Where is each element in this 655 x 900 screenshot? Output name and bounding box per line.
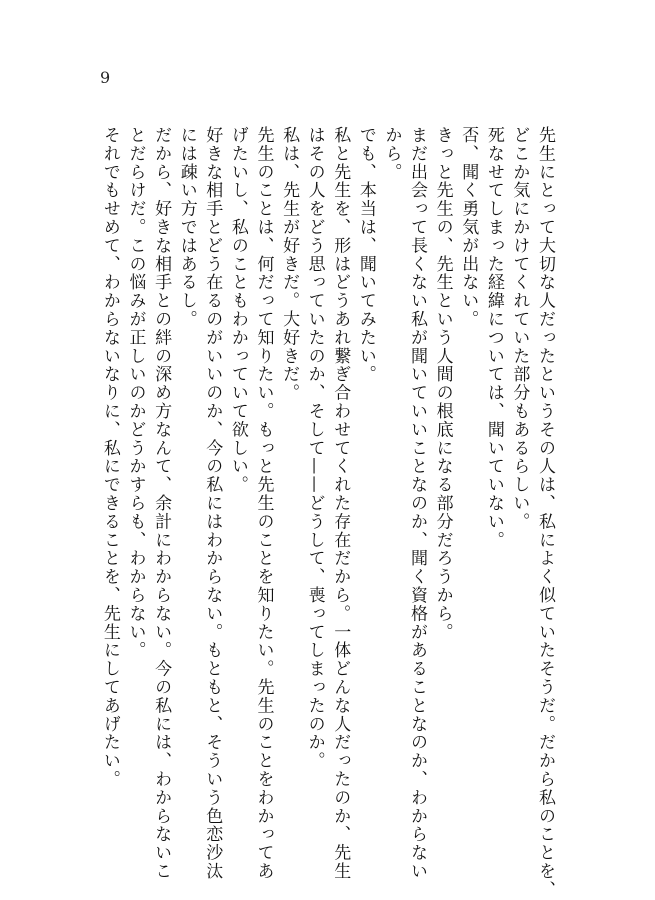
text-line: でも、本当は、聞いてみたい。 (355, 126, 376, 384)
text-line: 私は、先生が好きだ。大好きだ。 (279, 126, 300, 402)
text-line: から。 (381, 126, 402, 182)
page-number: 9 (100, 68, 111, 87)
text-line: とだらけだ。この悩みが正しいのかどうかすらも、わからない。 (125, 126, 146, 660)
text-line: はその人をどう思っていたのか、そして——どうして、喪ってしまったのか。 (304, 126, 325, 770)
text-line: 私と先生を、形はどうあれ繋ぎ合わせてくれた存在だから。一体どんな人だったのか、先生 (330, 126, 351, 881)
text-line: げたいし、私のこともわかっていて欲しい。 (227, 126, 248, 494)
text-line: 否、聞く勇気が出ない。 (458, 126, 479, 329)
text-line: きっと先生の、先生という人間の根底になる部分だろうから。 (432, 126, 453, 642)
text-line: どこか気にかけてくれていた部分もあるらしい。 (509, 126, 530, 531)
text-line: まだ出会って長くない私が聞いていいことなのか、聞く資格があることなのか、わからない (407, 126, 428, 881)
text-line: には疎い方ではあるし。 (176, 126, 197, 329)
vertical-text-body (97, 126, 557, 899)
text-line: 先生にとって大切な人だったというその人は、私によく似ていたそうだ。だから私のことを、 (535, 126, 555, 899)
text-line: だから、好きな相手との絆の深め方なんて、余計にわからない。今の私には、わからないこ (151, 126, 172, 881)
text-line: 死なせてしまった経緯については、聞いていない。 (483, 126, 504, 550)
text-line: それでもせめて、わからないなりに、私にできることを、先生にしてあげたい。 (99, 126, 120, 789)
text-line: 先生のことは、何だって知りたい。もっと先生のことを知りたい。先生のことをわかってあ (253, 126, 274, 881)
text-line: 好きな相手とどう在るのがいいのか、今の私にはわからない。もともと、そういう色恋沙汰 (202, 126, 223, 881)
